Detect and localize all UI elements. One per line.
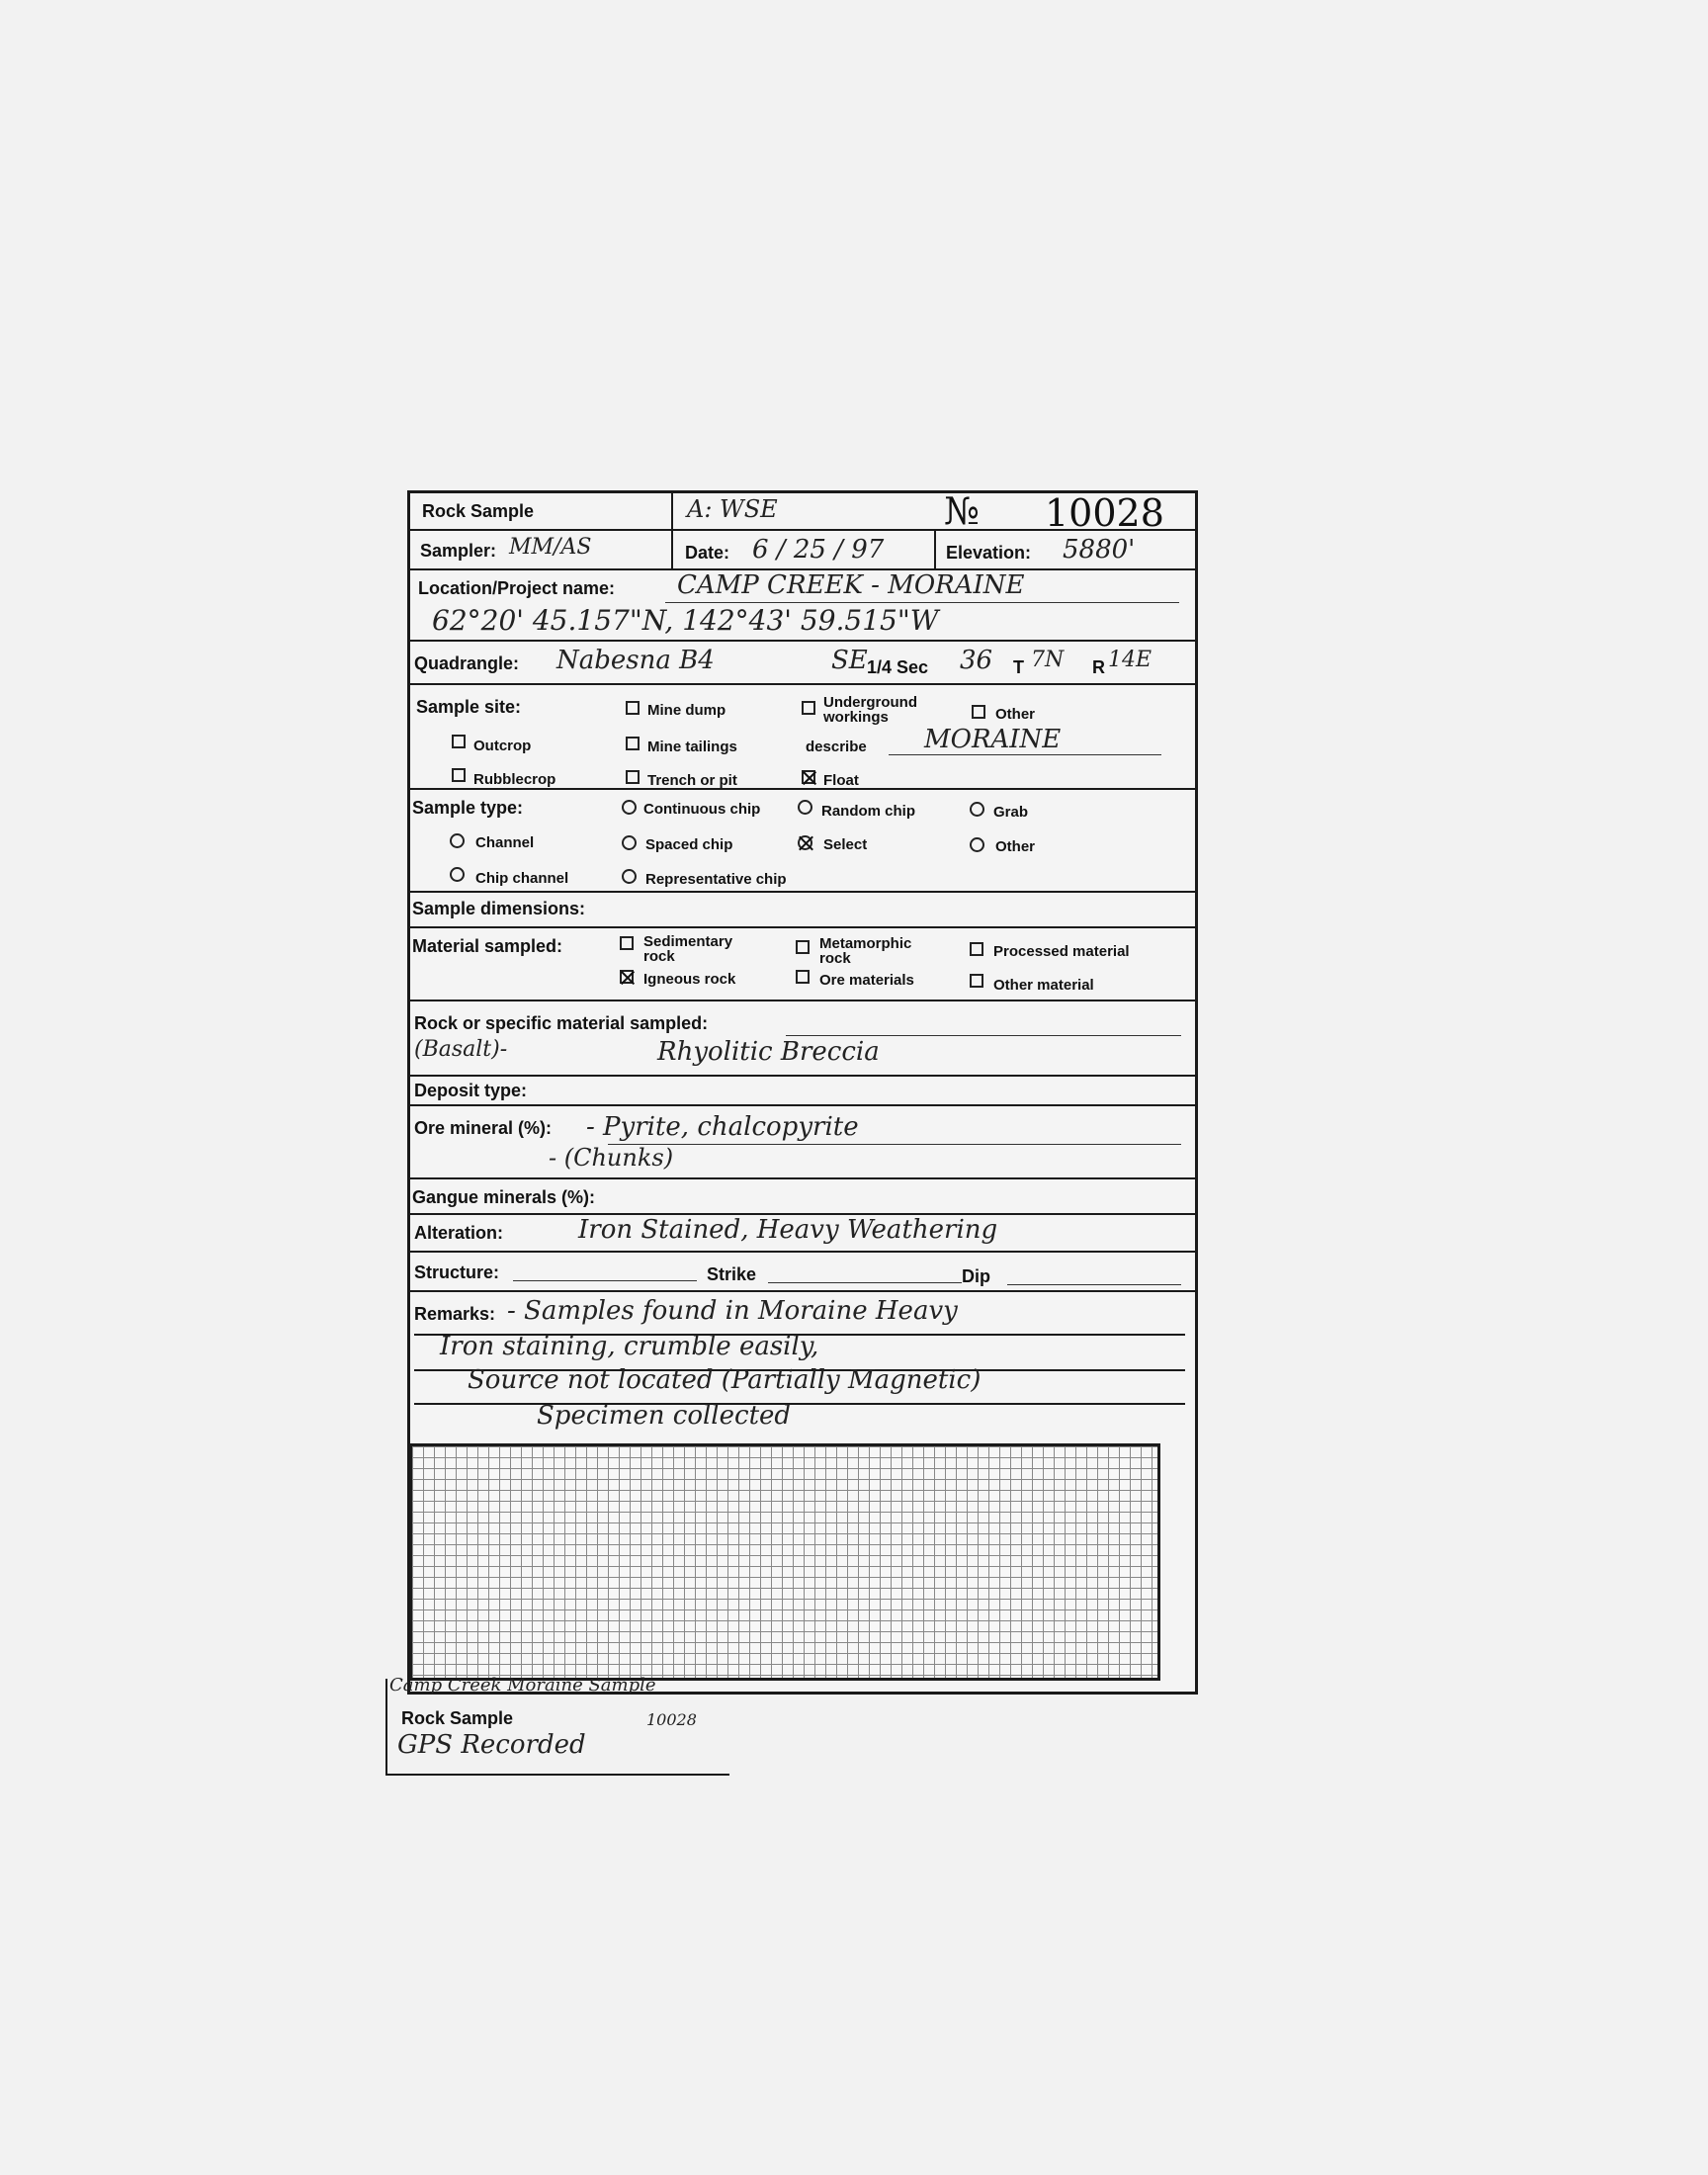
stub-gps: GPS Recorded	[397, 1730, 586, 1760]
structure-underline	[513, 1280, 697, 1281]
sample-site-row	[410, 685, 1195, 790]
continuous-chip-label: Continuous chip	[643, 801, 761, 818]
material-row	[410, 928, 1195, 1001]
outcrop-checkbox[interactable]	[452, 735, 466, 748]
sampler-label: Sampler:	[420, 541, 497, 561]
float-checkbox[interactable]	[802, 770, 815, 784]
date-label: Date:	[685, 543, 730, 563]
gangue-row	[410, 1179, 1195, 1215]
mine-dump-label: Mine dump	[647, 702, 726, 719]
ore-mineral-underline	[608, 1144, 1181, 1145]
random-chip-label: Random chip	[821, 803, 916, 820]
type-other-label: Other	[995, 838, 1036, 855]
select-label: Select	[823, 836, 868, 853]
form-title: Rock Sample	[422, 501, 535, 521]
sample-site-label: Sample site:	[416, 697, 522, 717]
range-label: R	[1092, 657, 1105, 677]
stub-title: Rock Sample	[401, 1708, 514, 1728]
trench-checkbox[interactable]	[626, 770, 640, 784]
number-symbol: №	[944, 489, 980, 533]
igneous-label: Igneous rock	[643, 971, 736, 988]
deposit-row	[410, 1077, 1195, 1106]
label-stub	[385, 1675, 729, 1776]
remarks-line3: Source not located (Partially Magnetic)	[468, 1365, 982, 1395]
sample-number: 10028	[1045, 491, 1164, 535]
other-material-label: Other material	[993, 977, 1094, 994]
random-chip-radio[interactable]	[798, 800, 812, 815]
describe-value: MORAINE	[924, 725, 1062, 754]
divider	[671, 493, 673, 529]
metamorphic-checkbox[interactable]	[796, 940, 810, 954]
rubblecrop-label: Rubblecrop	[473, 771, 556, 788]
grab-radio[interactable]	[970, 802, 984, 817]
outcrop-label: Outcrop	[473, 738, 532, 754]
rock-material-label: Rock or specific material sampled:	[414, 1013, 709, 1033]
sample-type-row	[410, 790, 1195, 893]
strike-underline	[768, 1282, 962, 1283]
ore-mineral-label: Ore mineral (%):	[414, 1118, 553, 1138]
rock-material-value: Rhyolitic Breccia	[657, 1037, 880, 1067]
area-value: A: WSE	[687, 495, 778, 523]
trench-label: Trench or pit	[647, 772, 737, 789]
chip-channel-radio[interactable]	[450, 867, 465, 882]
sketch-grid	[409, 1443, 1160, 1681]
site-other-label: Other	[995, 706, 1036, 723]
processed-checkbox[interactable]	[970, 942, 983, 956]
alteration-row	[410, 1215, 1195, 1253]
sampler-row	[410, 531, 1195, 570]
deposit-label: Deposit type:	[414, 1081, 528, 1100]
quadrangle-row	[410, 642, 1195, 685]
channel-radio[interactable]	[450, 833, 465, 848]
divider	[671, 531, 673, 568]
sample-type-label: Sample type:	[412, 798, 524, 818]
location-label: Location/Project name:	[418, 578, 616, 598]
representative-chip-label: Representative chip	[645, 871, 787, 888]
alteration-label: Alteration:	[414, 1223, 503, 1243]
range-value: 14E	[1108, 648, 1153, 672]
describe-underline	[889, 754, 1161, 755]
section-value: 36	[960, 646, 993, 675]
sample-dimensions-label: Sample dimensions:	[412, 899, 586, 918]
remarks-rule	[414, 1403, 1185, 1405]
quadrangle-value: Nabesna B4	[556, 646, 715, 675]
igneous-checkbox[interactable]	[620, 970, 634, 984]
structure-row	[410, 1253, 1195, 1292]
remarks-label: Remarks:	[414, 1304, 496, 1324]
underground-checkbox[interactable]	[802, 701, 815, 715]
grab-label: Grab	[993, 804, 1029, 821]
chip-channel-label: Chip channel	[475, 870, 569, 887]
location-row	[410, 570, 1195, 642]
site-other-checkbox[interactable]	[972, 705, 985, 719]
metamorphic-label: Metamorphic rock	[819, 935, 912, 967]
quarter-label: 1/4 Sec	[867, 657, 929, 677]
mine-tailings-label: Mine tailings	[647, 739, 737, 755]
divider	[934, 531, 936, 568]
sedimentary-label: Sedimentary rock	[643, 933, 733, 965]
ore-mineral-value2: - (Chunks)	[549, 1144, 674, 1172]
remarks-row	[410, 1292, 1195, 1436]
township-label: T	[1013, 657, 1024, 677]
stub-number: 10028	[646, 1710, 697, 1729]
continuous-chip-radio[interactable]	[622, 800, 637, 815]
sedimentary-checkbox[interactable]	[620, 936, 634, 950]
ore-mineral-value: - Pyrite, chalcopyrite	[586, 1112, 859, 1142]
coordinates-value: 62°20' 45.157"N, 142°43' 59.515"W	[432, 604, 939, 637]
alteration-value: Iron Stained, Heavy Weathering	[578, 1215, 998, 1245]
spaced-chip-label: Spaced chip	[645, 836, 733, 853]
remarks-line1: - Samples found in Moraine Heavy	[507, 1296, 958, 1326]
sampler-value: MM/AS	[509, 535, 592, 560]
date-value: 6 / 25 / 97	[752, 535, 885, 565]
rock-material-underline	[786, 1035, 1181, 1036]
elevation-label: Elevation:	[946, 543, 1032, 563]
township-value: 7N	[1031, 648, 1065, 672]
structure-label: Structure:	[414, 1262, 500, 1282]
underground-label: Underground workings	[823, 694, 917, 726]
title-row	[410, 489, 1195, 535]
channel-label: Channel	[475, 834, 535, 851]
dip-label: Dip	[962, 1266, 990, 1286]
other-material-checkbox[interactable]	[970, 974, 983, 988]
rock-material-row	[410, 1001, 1195, 1077]
quarter-value: SE	[831, 646, 868, 675]
ore-label: Ore materials	[819, 972, 914, 989]
rock-material-prefix: (Basalt)-	[414, 1037, 508, 1062]
float-label: Float	[823, 772, 859, 789]
elevation-value: 5880'	[1063, 535, 1136, 565]
remarks-line4: Specimen collected	[537, 1401, 792, 1431]
processed-label: Processed material	[993, 943, 1130, 960]
strike-label: Strike	[707, 1264, 757, 1284]
material-label: Material sampled:	[412, 936, 563, 956]
location-underline	[665, 602, 1179, 603]
remarks-line2: Iron staining, crumble easily,	[440, 1332, 819, 1361]
dip-underline	[1007, 1284, 1181, 1285]
location-value: CAMP CREEK - MORAINE	[677, 570, 1025, 600]
spaced-chip-radio[interactable]	[622, 835, 637, 850]
sample-dimensions-row	[410, 893, 1195, 928]
quadrangle-label: Quadrangle:	[414, 653, 520, 673]
describe-label: describe	[806, 739, 867, 755]
type-other-radio[interactable]	[970, 837, 984, 852]
representative-chip-radio[interactable]	[622, 869, 637, 884]
ore-mineral-row	[410, 1106, 1195, 1179]
stub-note: Camp Creek Moraine Sample	[389, 1675, 656, 1696]
ore-checkbox[interactable]	[796, 970, 810, 984]
mine-tailings-checkbox[interactable]	[626, 737, 640, 750]
rubblecrop-checkbox[interactable]	[452, 768, 466, 782]
select-radio[interactable]	[798, 835, 812, 850]
mine-dump-checkbox[interactable]	[626, 701, 640, 715]
gangue-label: Gangue minerals (%):	[412, 1187, 596, 1207]
